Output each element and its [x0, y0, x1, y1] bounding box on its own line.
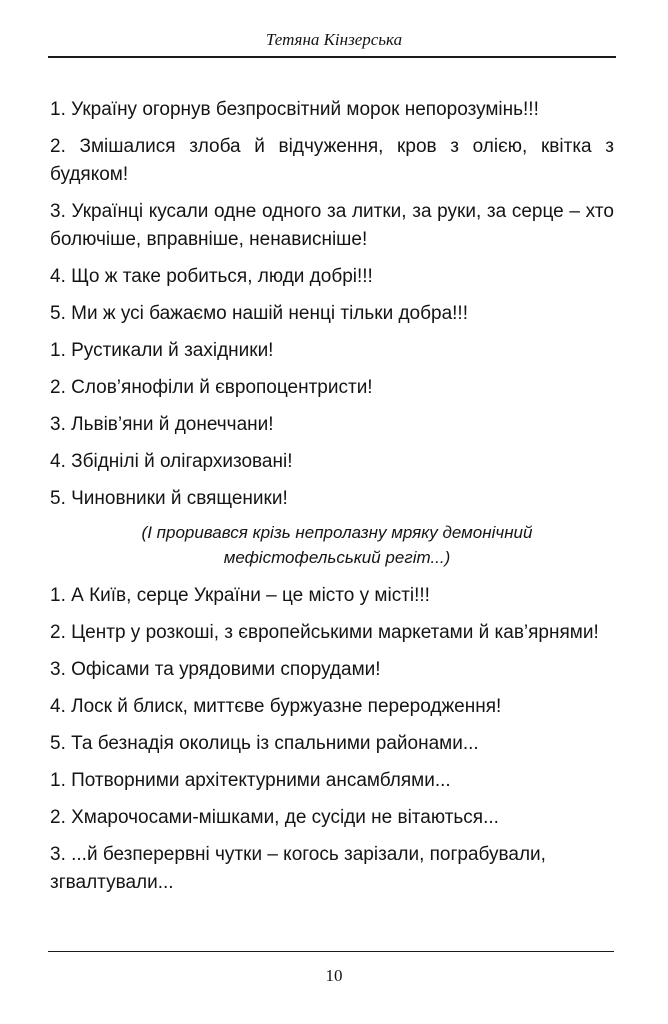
- paragraph: 2. Хмарочосами-мішками, де сусіди не вітаються...: [50, 807, 499, 828]
- running-header-author: Тетяна Кінзерська: [265, 30, 403, 49]
- paragraph: 5. Чиновники й священики!: [50, 488, 288, 509]
- paragraph: 1. А Київ, серце України – це місто у місті!!!: [50, 585, 430, 606]
- paragraph: 5. Та безнадія околиць із спальними районами...: [50, 733, 479, 754]
- paragraph: 2. Центр у розкоші, з європейськими маркетами й кав’ярнями!: [50, 622, 599, 643]
- paragraph: 3. Львів’яни й донеччани!: [50, 414, 274, 435]
- paragraph: 5. Ми ж усі бажаємо нашій ненці тільки добра!!!: [50, 303, 468, 324]
- footer-rule: [48, 951, 614, 952]
- paragraph: 2. Слов’янофіли й європоцентристи!: [50, 377, 373, 398]
- page-number: 10: [325, 966, 343, 985]
- stage-note: (І проривався крізь непролазну мряку демонічний мефістофельський регіт...): [141, 523, 533, 567]
- paragraph: 4. Збіднілі й олігархизовані!: [50, 451, 293, 472]
- paragraph: 4. Що ж таке робиться, люди добрі!!!: [50, 266, 373, 287]
- paragraph: 1. Потворними архітектурними ансамблями...: [50, 770, 451, 791]
- page-body: [50, 96, 614, 906]
- paragraph: 4. Лоск й блиск, миттєве буржуазне переродження!: [50, 696, 502, 717]
- paragraph: 3. Українці кусали одне одного за литки, за руки, за серце – хто болючіше, вправніше, ненависніше!: [50, 201, 614, 250]
- paragraph: 2. Змішалися злоба й відчуження, кров з олією, квітка з будяком!: [50, 136, 614, 185]
- paragraph: 1. Рустикали й західники!: [50, 340, 274, 361]
- paragraph: 3. Офісами та урядовими спорудами!: [50, 659, 381, 680]
- paragraph: 1. Україну огорнув безпросвітний морок непорозумінь!!!: [50, 99, 539, 120]
- header-rule: [48, 56, 616, 58]
- paragraph: 3. ...й безперервні чутки – когось зарізали, пограбували, згвалтували...: [50, 844, 546, 893]
